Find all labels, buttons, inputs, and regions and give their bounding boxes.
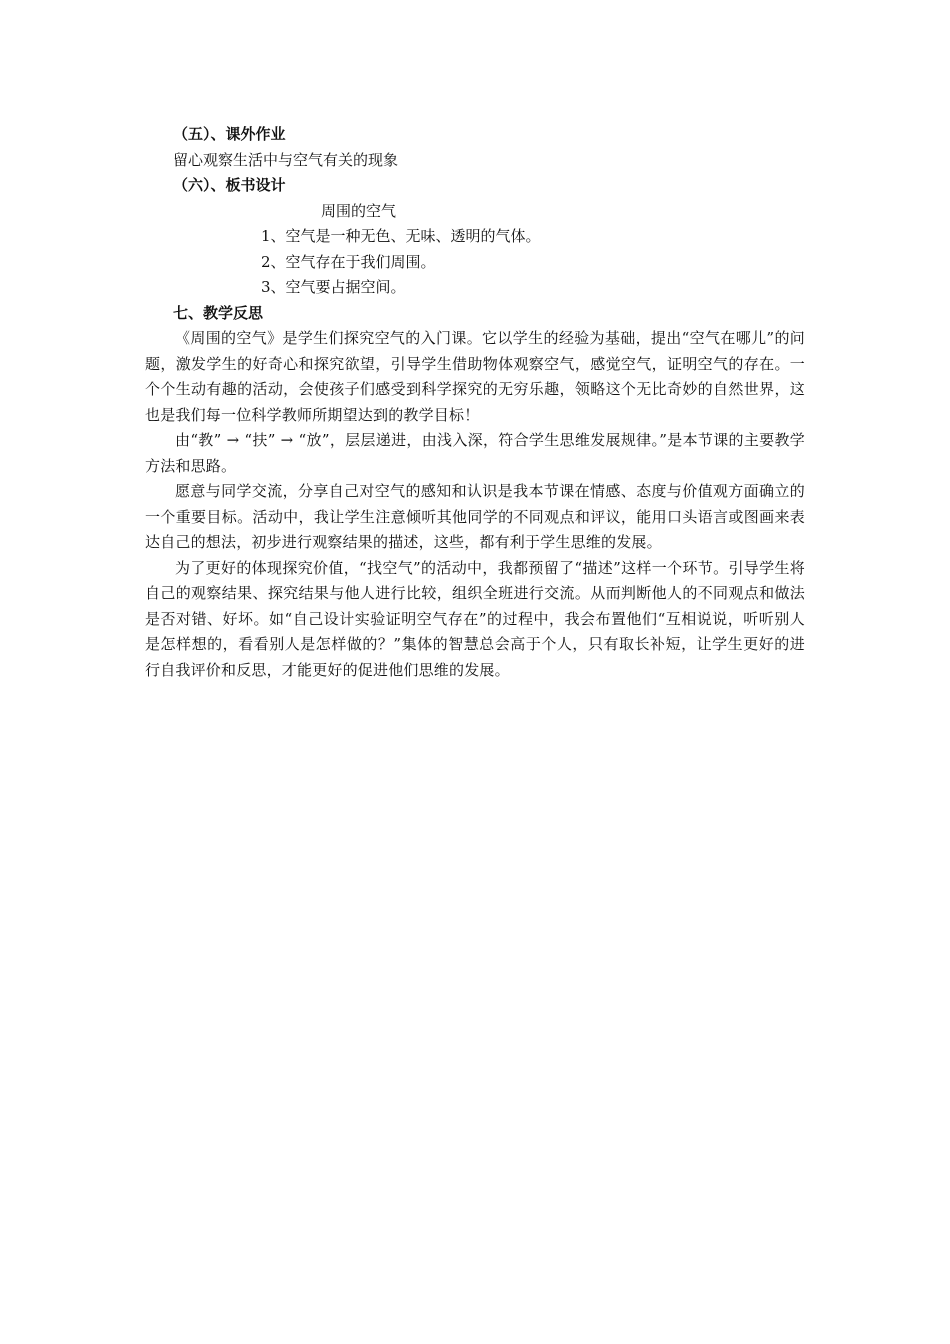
board-item-1: 1、空气是一种无色、无味、透明的气体。 xyxy=(261,227,541,245)
reflection-heading: 七、教学反思 xyxy=(173,303,264,322)
board-item-3: 3、空气要占据空间。 xyxy=(261,278,406,296)
board-title: 周围的空气 xyxy=(321,201,397,220)
homework-heading: （五）、课外作业 xyxy=(173,125,286,143)
document-page xyxy=(145,122,805,683)
reflection-paragraph-3: 愿意与同学交流，分享自己对空气的感知和认识是我本节课在情感、态度与价值观方面确立的一个重要目标。活动中，我让学生注意倾听其他同学的不同观点和评议，能用口头语言或图画来表达自己的想法，初步进行观察结果的描述，这些，都有利于学生思维的发展。 xyxy=(145,482,805,551)
homework-text: 留心观察生活中与空气有关的现象 xyxy=(173,150,399,169)
reflection-paragraph-2: 由“教” → “扶” → “放”，层层递进，由浅入深，符合学生思维发展规律。”是本节课的主要教学方法和思路。 xyxy=(145,431,805,475)
board-design-heading: （六）、板书设计 xyxy=(173,176,286,194)
reflection-paragraph-1: 《周围的空气》是学生们探究空气的入门课。它以学生的经验为基础，提出“空气在哪儿”的问题，激发学生的好奇心和探究欲望，引导学生借助物体观察空气，感觉空气，证明空气的存在。一个个生动有趣的活动，会使孩子们感受到科学探究的无穷乐趣，领略这个无比奇妙的自然世界，这也是我们每一位科学教师所期望达到的教学目标！ xyxy=(145,329,805,424)
reflection-paragraph-4: 为了更好的体现探究价值，“找空气”的活动中，我都预留了“描述”这样一个环节。引导学生将自己的观察结果、探究结果与他人进行比较，组织全班进行交流。从而判断他人的不同观点和做法是否对错、好坏。如“自己设计实验证明空气存在”的过程中，我会布置他们“互相说说，听听别人是怎样想的，看看别人是怎样做的？”集体的智慧总会高于个人，只有取长补短，让学生更好的进行自我评价和反思，才能更好的促进他们思维的发展。 xyxy=(145,558,805,679)
board-item-2: 2、空气存在于我们周围。 xyxy=(261,252,436,271)
